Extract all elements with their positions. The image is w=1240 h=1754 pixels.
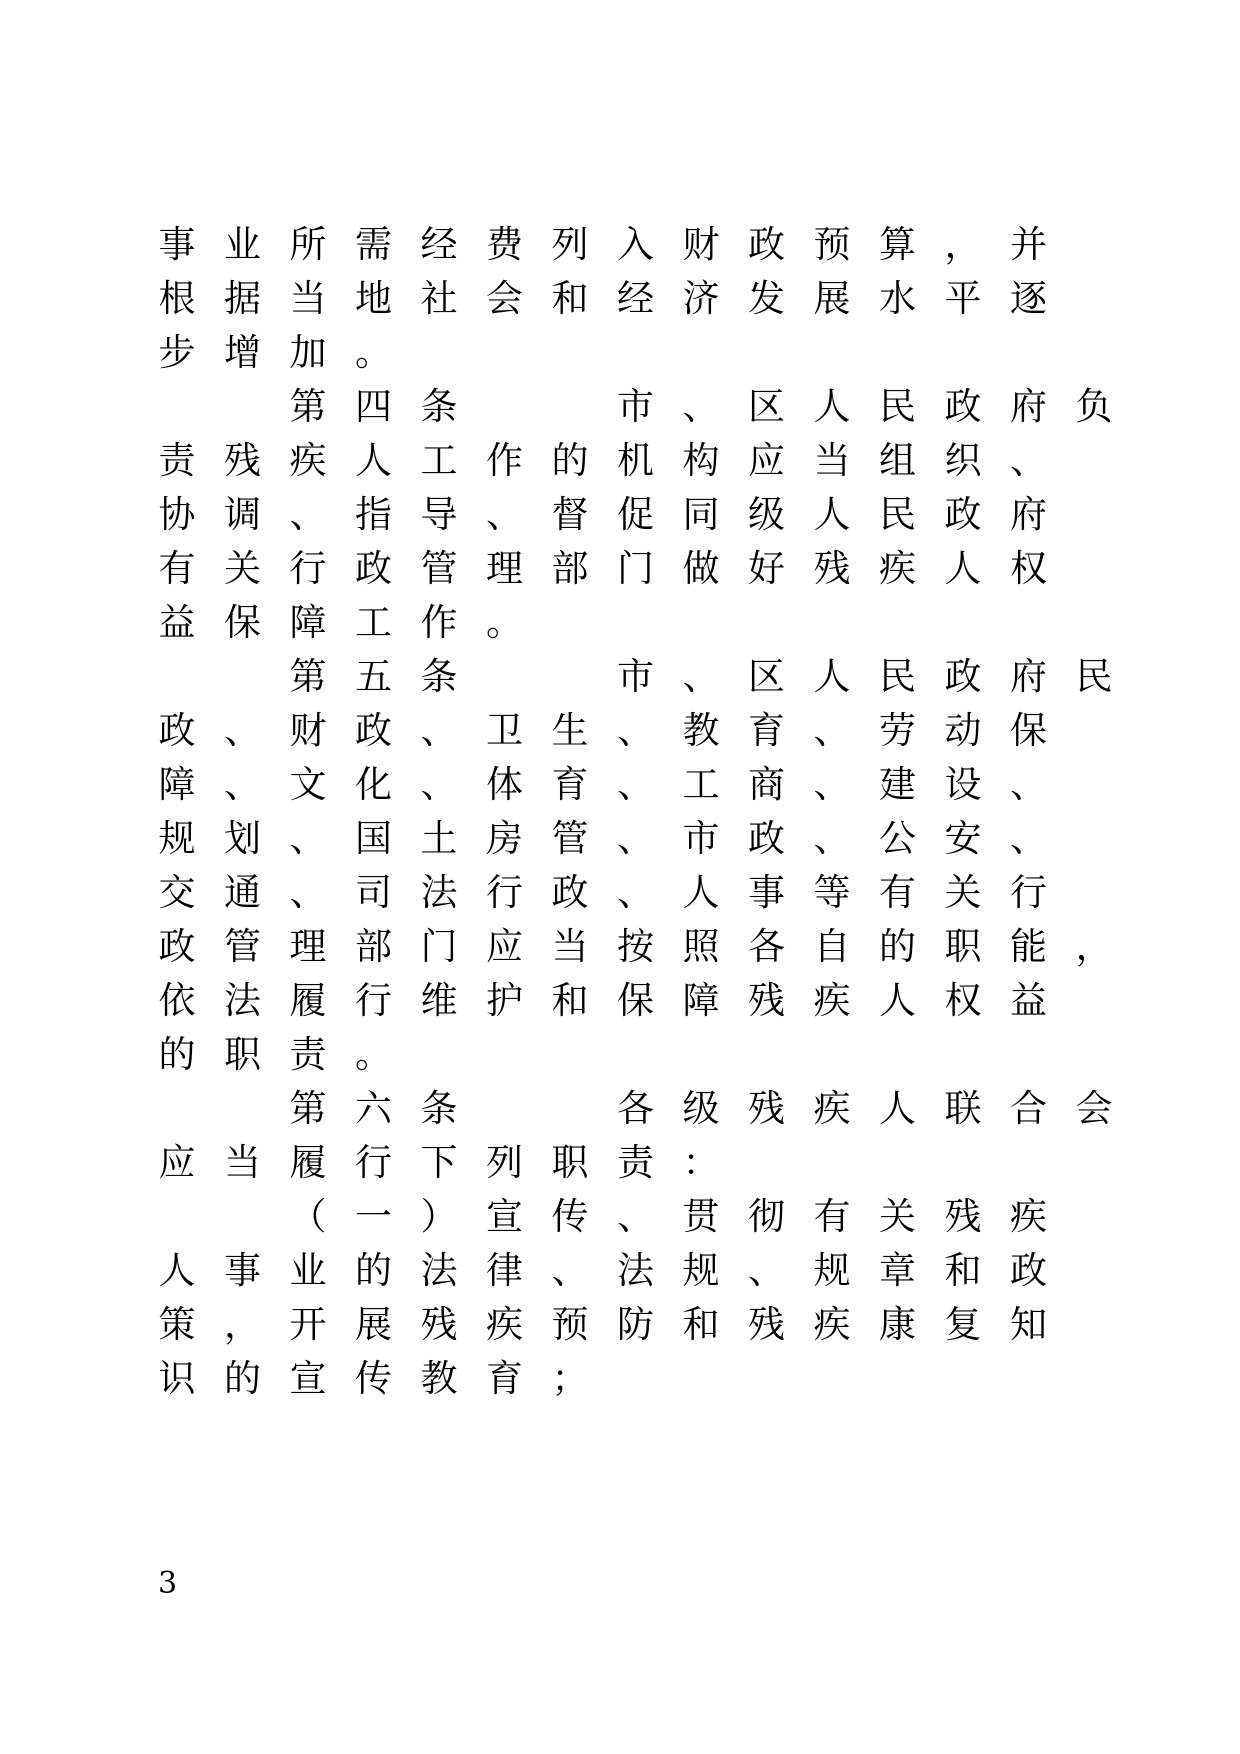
text-line: 协 调 、 指 导 、 督 促 同 级 人 民 政 府 [158, 493, 1047, 536]
text-line: 应 当 履 行 下 列 职 责 ： [158, 1141, 720, 1184]
text-line: 识 的 宣 传 教 育 ； [158, 1357, 589, 1400]
text-line: 根 据 当 地 社 会 和 经 济 发 展 水 平 逐 [158, 277, 1047, 320]
page-number: 3 [158, 1566, 178, 1601]
text-line: 第 四 条 市 、 区 人 民 政 府 负 [289, 385, 1113, 428]
text-line: 第 五 条 市 、 区 人 民 政 府 民 [289, 655, 1113, 698]
text-line: 事 业 所 需 经 费 列 入 财 政 预 算 ， 并 [158, 223, 1047, 266]
text-line: 第 六 条 各 级 残 疾 人 联 合 会 [289, 1087, 1113, 1130]
text-line: 益 保 障 工 作 。 [158, 601, 523, 644]
text-line: 依 法 履 行 维 护 和 保 障 残 疾 人 权 益 [158, 979, 1047, 1022]
text-line: 有 关 行 政 管 理 部 门 做 好 残 疾 人 权 [158, 547, 1047, 590]
text-line: 障 、 文 化 、 体 育 、 工 商 、 建 设 、 [158, 763, 1047, 806]
text-line: 的 职 责 。 [158, 1033, 392, 1076]
text-line: 政 、 财 政 、 卫 生 、 教 育 、 劳 动 保 [158, 709, 1047, 752]
text-line: 政 管 理 部 门 应 当 按 照 各 自 的 职 能 ， [158, 925, 1113, 968]
text-line: 步 增 加 。 [158, 331, 392, 374]
text-line: （ 一 ） 宣 传 、 贯 彻 有 关 残 疾 [289, 1195, 1047, 1238]
text-line: 策 ， 开 展 残 疾 预 防 和 残 疾 康 复 知 [158, 1303, 1047, 1346]
text-line: 交 通 、 司 法 行 政 、 人 事 等 有 关 行 [158, 871, 1047, 914]
text-line: 规 划 、 国 土 房 管 、 市 政 、 公 安 、 [158, 817, 1047, 860]
text-line: 责 残 疾 人 工 作 的 机 构 应 当 组 织 、 [158, 439, 1047, 482]
text-line: 人 事 业 的 法 律 、 法 规 、 规 章 和 政 [158, 1249, 1047, 1292]
